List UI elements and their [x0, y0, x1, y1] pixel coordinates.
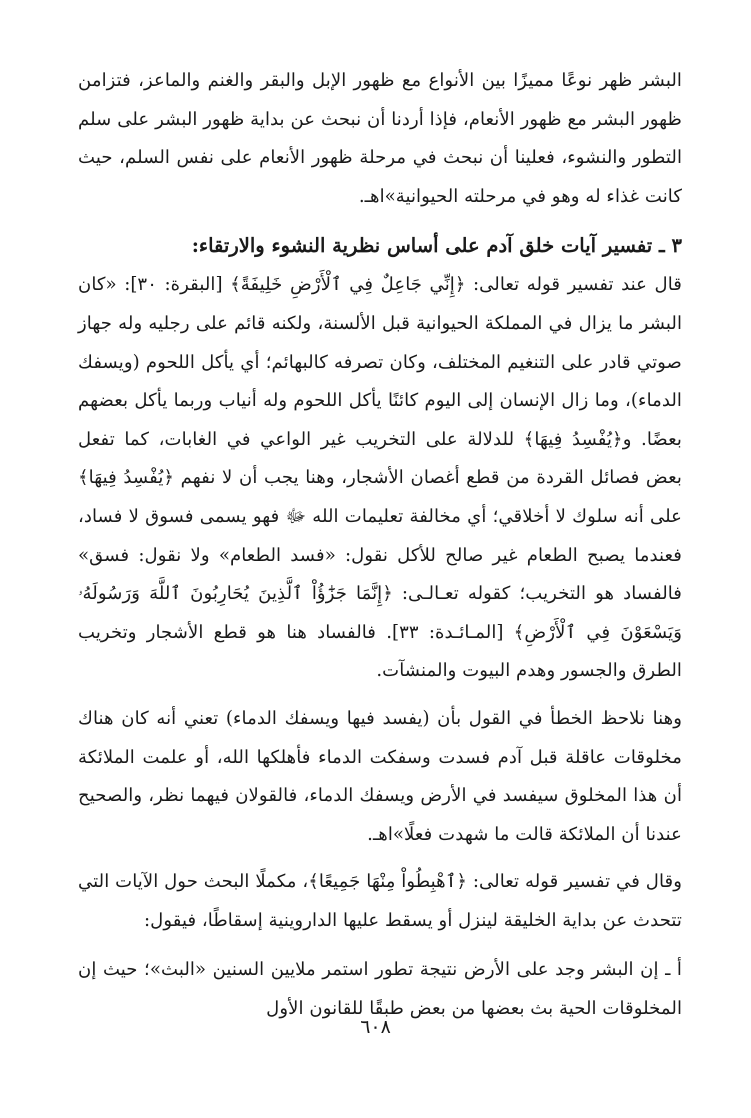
page-body [78, 62, 682, 1029]
section-heading: ٣ ـ تفسير آيات خلق آدم على أساس نظرية النشوء والارتقاء: [191, 234, 682, 258]
paragraph-tafsir-ihbitu: وقال في تفسير قوله تعالى: ﴿ٱهْبِطُواْ مِنْهَا جَمِيعًا﴾، مكملًا البحث حول الآيات التي تتحدث عن بداية الخليقة لينزل أو يسقط عليها الداروينية إسقاطًا، فيقول: [78, 871, 682, 931]
paragraph-point-a: أ ـ إن البشر وجد على الأرض نتيجة تطور استمر ملايين السنين «البث»؛ حيث إن المخلوقات الحية بث بعضها من بعض طبقًا للقانون الأول [78, 959, 682, 1020]
paragraph-continuation: البشر ظهر نوعًا مميزًا بين الأنواع مع ظهور الإبل والبقر والغنم والماعز، فتزامن ظهور البشر مع ظهور الأنعام، فإذا أردنا أن نبحث عن بداية ظهور البشر على سلم التطور والنشوء، فعلينا أن نبحث في مرحلة ظهور الأنعام على نفس السلم، حيث كانت غذاء له وهو في مرحلته الحيوانية»اهـ. [78, 70, 682, 207]
paragraph-tafsir-khalifa: قال عند تفسير قوله تعالى: ﴿إِنِّي جَاعِلٌ فِي ٱلْأَرْضِ خَلِيفَةً﴾ [البقرة: ٣٠]: «كان البشر ما يزال في المملكة الحيوانية قبل الألسنة، ولكنه قائم على رجليه وله جهاز صوتي قادر على التنغيم المختلف، وكان تصرفه كالبهائم؛ أي يأكل اللحوم (ويسفك الدماء)، وما زال الإنسان إلى اليوم كائنًا يأكل اللحوم وله أنياب وربما يأكل بعضهم بعضًا. و﴿يُفْسِدُ فِيهَا﴾ للدلالة على التخريب غير الواعي في الغابات، كما تفعل بعض فصائل القردة من قطع أغصان الأشجار، وهنا يجب أن لا نفهم ﴿يُفْسِدُ فِيهَا﴾ على أنه سلوك لا أخلاقي؛ أي مخالفة تعليمات الله ﷻ فهو يسمى فسوق لا فساد، فعندما يصبح الطعام غير صالح للأكل نقول: «فسد الطعام» ولا نقول: فسق» فالفساد هو التخريب؛ كقوله تعـالـى: ﴿إِنَّمَا جَزَٰٓؤُاْ ٱلَّذِينَ يُحَارِبُونَ ٱللَّهَ وَرَسُولَهُۥ وَيَسْعَوْنَ فِي ٱلْأَرْضِ﴾ [المـائـدة: ٣٣]. فالفساد هنا هو قطع الأشجار وتخريب الطرق والجسور وهدم البيوت والمنشآت. [78, 274, 682, 682]
page-number: ٦٠٨ [360, 1016, 391, 1038]
paragraph-commentary: وهنا نلاحظ الخطأ في القول بأن (يفسد فيها ويسفك الدماء) تعني أنه كان هناك مخلوقات عاقلة قبل آدم فسدت وسفكت الدماء فأهلكها الله، أو علمت الملائكة أن هذا المخلوق سيفسد في الأرض ويسفك الدماء، فالقولان فيهما نظر، والصحيح عندنا أن الملائكة قالت ما شهدت فعلًا»اهـ. [78, 707, 682, 845]
